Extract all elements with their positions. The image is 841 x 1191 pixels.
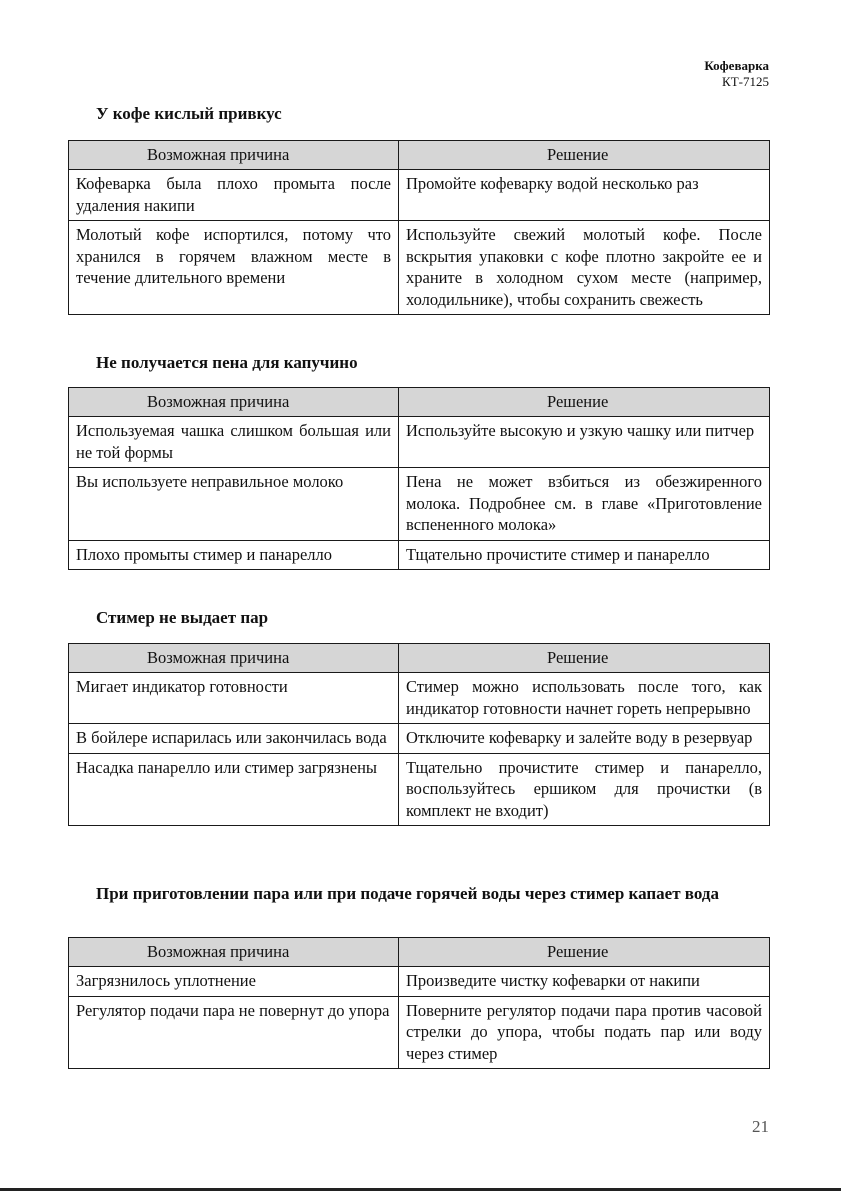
table-header-row <box>69 938 770 967</box>
page-number: 21 <box>752 1117 769 1136</box>
product-name: Кофеварка <box>704 58 769 73</box>
cause-cell: Вы используете неправильное молоко <box>69 468 399 541</box>
column-header-cause: Возможная причина <box>69 938 399 967</box>
solution-cell: Отключите кофеварку и залейте воду в резервуар <box>399 724 770 754</box>
column-header-solution: Решение <box>399 388 770 417</box>
table-row <box>69 724 770 754</box>
cause-cell: Мигает индикатор готовности <box>69 673 399 724</box>
section-title-no-steam: Стимер не выдает пар <box>96 608 269 627</box>
column-header-cause: Возможная причина <box>69 141 399 170</box>
troubleshooting-table-no-steam <box>68 643 770 826</box>
table-row <box>69 967 770 997</box>
column-header-solution: Решение <box>399 141 770 170</box>
column-header-cause: Возможная причина <box>69 644 399 673</box>
section-title-dripping-water: При приготовлении пара или при подаче горячей воды через стимер капает вода <box>96 884 719 903</box>
cause-cell: Молотый кофе испортился, потому что хранился в горячем влажном месте в течение длительного времени <box>69 221 399 315</box>
solution-cell: Тщательно прочистите стимер и панарелло <box>399 540 770 570</box>
solution-cell: Тщательно прочистите стимер и панарелло, воспользуйтесь ершиком для прочистки (в комплект не входит) <box>399 753 770 826</box>
table-row <box>69 221 770 315</box>
column-header-solution: Решение <box>399 938 770 967</box>
cause-cell: Загрязнилось уплотнение <box>69 967 399 997</box>
cause-cell: Насадка панарелло или стимер загрязнены <box>69 753 399 826</box>
table-row <box>69 417 770 468</box>
cause-cell: Кофеварка была плохо промыта после удаления накипи <box>69 170 399 221</box>
table-header-row <box>69 141 770 170</box>
table-row <box>69 996 770 1069</box>
solution-cell: Стимер можно использовать после того, как индикатор готовности начнет гореть непрерывно <box>399 673 770 724</box>
solution-cell: Промойте кофеварку водой несколько раз <box>399 170 770 221</box>
column-header-solution: Решение <box>399 644 770 673</box>
table-header-row <box>69 644 770 673</box>
section-title-no-foam: Не получается пена для капучино <box>96 353 358 372</box>
solution-cell: Произведите чистку кофеварки от накипи <box>399 967 770 997</box>
troubleshooting-table-dripping-water <box>68 937 770 1069</box>
table-row <box>69 170 770 221</box>
solution-cell: Используйте высокую и узкую чашку или питчер <box>399 417 770 468</box>
table-row <box>69 673 770 724</box>
cause-cell: Используемая чашка слишком большая или не той формы <box>69 417 399 468</box>
troubleshooting-table-no-foam <box>68 387 770 570</box>
table-header-row <box>69 388 770 417</box>
section-title-sour-taste: У кофе кислый привкус <box>96 104 282 123</box>
cause-cell: В бойлере испарилась или закончилась вода <box>69 724 399 754</box>
page-header <box>704 58 769 90</box>
troubleshooting-table-sour-taste <box>68 140 770 315</box>
column-header-cause: Возможная причина <box>69 388 399 417</box>
cause-cell: Регулятор подачи пара не повернут до упора <box>69 996 399 1069</box>
table-row <box>69 468 770 541</box>
solution-cell: Используйте свежий молотый кофе. После вскрытия упаковки с кофе плотно закройте ее и храните в холодном сухом месте (например, холодильнике), чтобы сохранить свежесть <box>399 221 770 315</box>
cause-cell: Плохо промыты стимер и панарелло <box>69 540 399 570</box>
solution-cell: Пена не может взбиться из обезжиренного молока. Подробнее см. в главе «Приготовление вспененного молока» <box>399 468 770 541</box>
table-row <box>69 540 770 570</box>
solution-cell: Поверните регулятор подачи пара против часовой стрелки до упора, чтобы подать пар или воду через стимер <box>399 996 770 1069</box>
table-row <box>69 753 770 826</box>
model-number: КТ-7125 <box>722 74 769 89</box>
